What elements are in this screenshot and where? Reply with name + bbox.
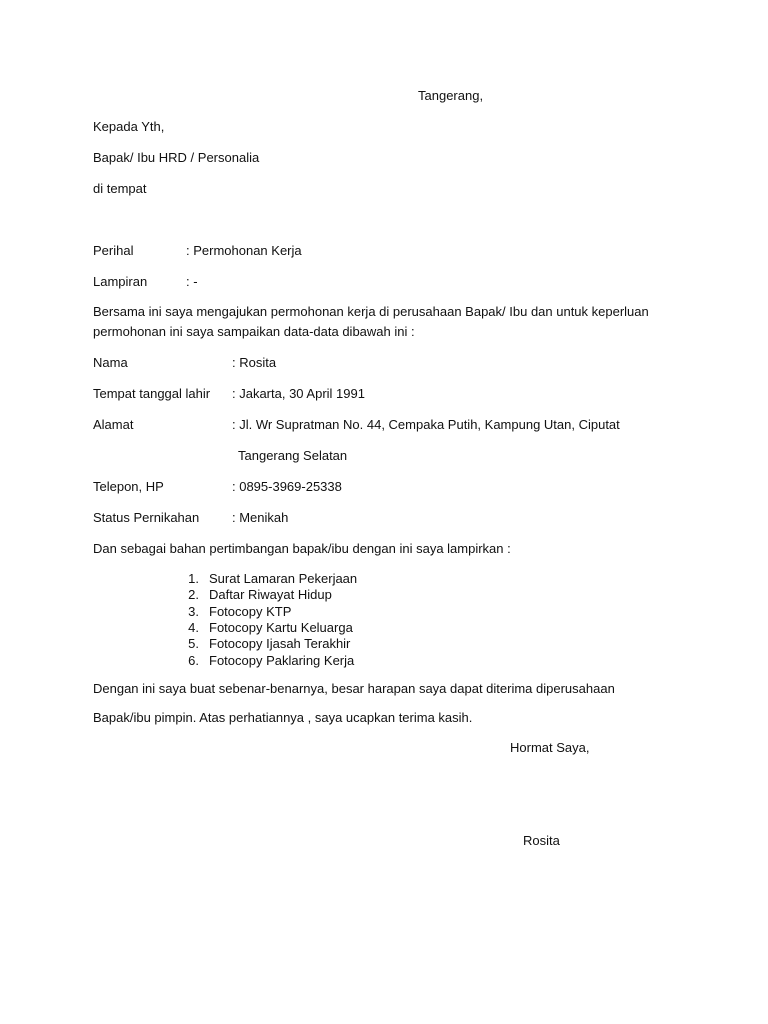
subject-value: : Permohonan Kerja	[186, 243, 302, 258]
intro-paragraph: Bersama ini saya mengajukan permohonan kerja di perusahaan Bapak/ Ibu dan untuk keperluan permohonan ini saya sampaikan data-data dibawah ini :	[93, 304, 649, 339]
closing-line-2: Bapak/ibu pimpin. Atas perhatiannya , saya ucapkan terima kasih.	[93, 710, 473, 725]
list-item-surat-lamaran: Surat Lamaran Pekerjaan	[209, 571, 358, 586]
attachment-label: Lampiran	[93, 274, 148, 289]
list-intro: Dan sebagai bahan pertimbangan bapak/ibu dengan ini saya lampirkan :	[93, 541, 511, 556]
list-number: 5.	[188, 636, 199, 651]
field-value-phone: : 0895-3969-25338	[232, 479, 342, 494]
field-label-phone: Telepon, HP	[93, 479, 164, 494]
regards: Hormat Saya,	[510, 740, 590, 755]
list-item-kartu-keluarga: Fotocopy Kartu Keluarga	[209, 620, 353, 635]
recipient-name: Bapak/ Ibu HRD / Personalia	[93, 150, 260, 165]
list-number: 4.	[188, 620, 199, 635]
recipient-greeting: Kepada Yth,	[93, 119, 165, 134]
field-label-name: Nama	[93, 355, 128, 370]
signature-name: Rosita	[523, 833, 560, 848]
list-item-paklaring: Fotocopy Paklaring Kerja	[209, 653, 355, 668]
list-number: 1.	[188, 571, 199, 586]
list-number: 6.	[188, 653, 199, 668]
field-value-address-cont: Tangerang Selatan	[238, 448, 348, 463]
field-label-marital: Status Pernikahan	[93, 510, 200, 525]
field-label-address: Alamat	[93, 417, 134, 432]
field-value-name: : Rosita	[232, 355, 277, 370]
list-item-ijasah: Fotocopy Ijasah Terakhir	[209, 636, 351, 651]
subject-label: Perihal	[93, 243, 134, 258]
recipient-location: di tempat	[93, 181, 147, 196]
field-value-address: : Jl. Wr Supratman No. 44, Cempaka Putih, Kampung Utan, Ciputat	[232, 417, 620, 432]
list-item-riwayat-hidup: Daftar Riwayat Hidup	[209, 587, 332, 602]
letter-place: Tangerang,	[418, 88, 484, 103]
field-value-birth: : Jakarta, 30 April 1991	[232, 386, 365, 401]
list-item-ktp: Fotocopy KTP	[209, 604, 292, 619]
list-number: 3.	[188, 604, 199, 619]
field-value-marital: : Menikah	[232, 510, 289, 525]
list-number: 2.	[188, 587, 199, 602]
closing-line-1: Dengan ini saya buat sebenar-benarnya, besar harapan saya dapat diterima diperusahaan	[93, 681, 615, 696]
field-label-birth: Tempat tanggal lahir	[93, 386, 211, 401]
attachment-value: : -	[186, 274, 198, 289]
